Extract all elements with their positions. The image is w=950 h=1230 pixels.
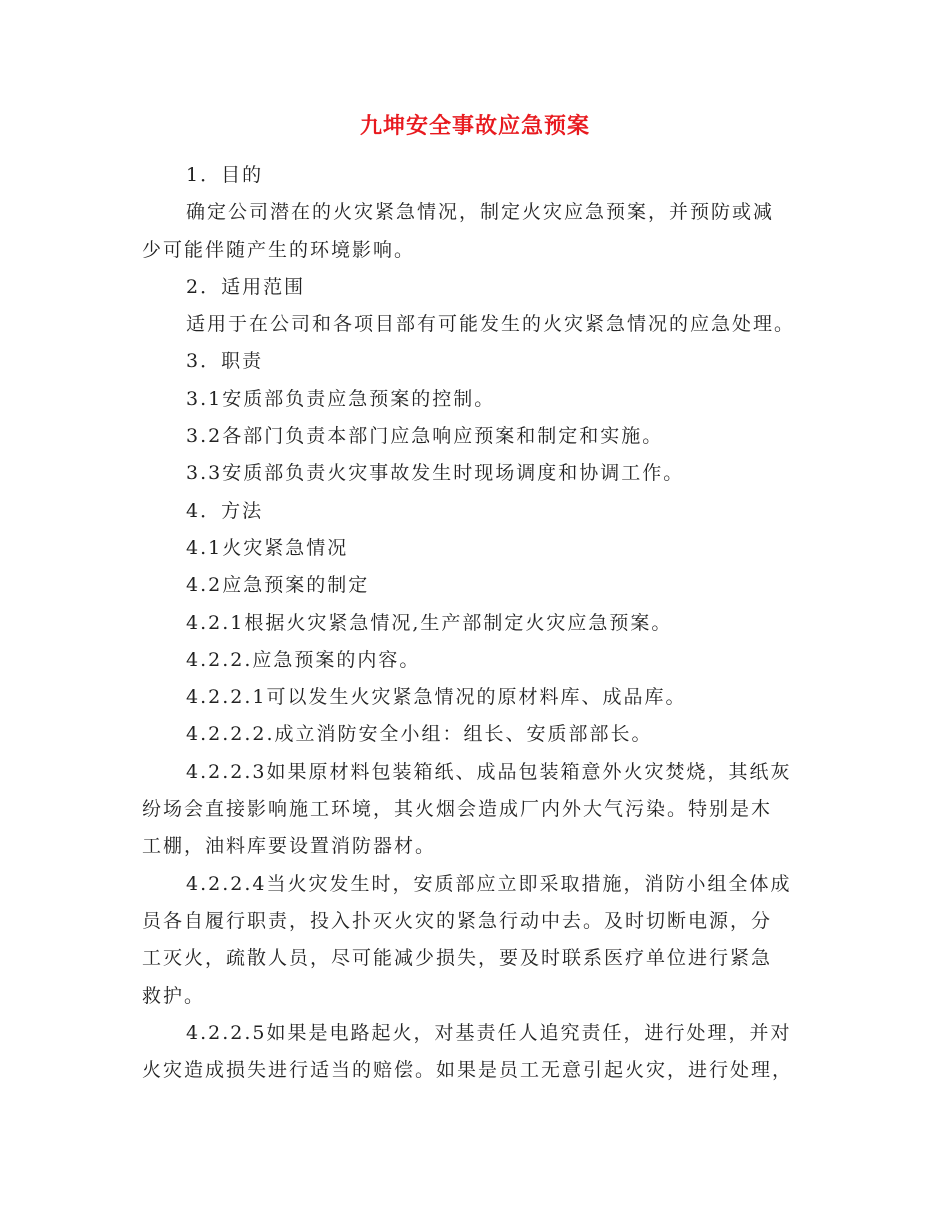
paragraph-purpose [142, 194, 810, 269]
paragraph-line: 4.2.2.3如果原材料包装箱纸、成品包装箱意外火灾焚烧，其纸灰 [186, 760, 792, 783]
paragraph-line: 救护。 [142, 984, 206, 1007]
paragraph-line: 4.2.2.4当火灾发生时，安质部应立即采取措施，消防小组全体成 [186, 872, 792, 895]
paragraph-4-2-2-5 [142, 1015, 810, 1090]
section-heading-purpose: 1．目的 [186, 164, 264, 186]
paragraph-line: 纷场会直接影响施工环境，其火烟会造成厂内外大气污染。特别是木 [142, 798, 773, 821]
list-item-method-4-2-2-2: 4.2.2.2.成立消防安全小组：组长、安质部部长。 [186, 723, 653, 746]
document-title: 九坤安全事故应急预案 [359, 114, 590, 139]
paragraph-4-2-2-3 [142, 754, 810, 866]
paragraph-line: 员各自履行职责，投入扑灭火灾的紧急行动中去。及时切断电源，分 [142, 909, 773, 932]
list-item-method-4-1: 4.1火灾紧急情况 [186, 536, 349, 559]
list-item-duty-3-1: 3.1安质部负责应急预案的控制。 [186, 387, 496, 410]
paragraph-line: 确定公司潜在的火灾紧急情况，制定火灾应急预案，并预防或减 [186, 201, 775, 224]
paragraph-line: 火灾造成损失进行适当的赔偿。如果是员工无意引起火灾，进行处理， [142, 1059, 794, 1082]
paragraph-line: 工棚，油料库要设置消防器材。 [142, 835, 437, 858]
section-heading-duties: 3．职责 [186, 350, 264, 373]
list-item-method-4-2-2-1: 4.2.2.1可以发生火灾紧急情况的原材料库、成品库。 [186, 686, 687, 709]
paragraph-line: 工灭火，疏散人员，尽可能减少损失，要及时联系医疗单位进行紧急 [142, 947, 773, 970]
list-item-duty-3-3: 3.3安质部负责火灾事故发生时现场调度和协调工作。 [186, 462, 685, 485]
paragraph-4-2-2-4 [142, 866, 810, 1015]
list-item-duty-3-2: 3.2各部门负责本部门应急响应预案和制定和实施。 [186, 425, 664, 448]
paragraph-scope: 适用于在公司和各项目部有可能发生的火灾紧急情况的应急处理。 [186, 313, 796, 336]
section-heading-scope: 2．适用范围 [186, 275, 306, 298]
document-body [142, 157, 810, 1089]
section-heading-method: 4．方法 [186, 499, 264, 522]
paragraph-line: 4.2.2.5如果是电路起火，对基责任人追究责任，进行处理，并对 [186, 1021, 792, 1044]
list-item-method-4-2: 4.2应急预案的制定 [186, 574, 370, 597]
list-item-method-4-2-2: 4.2.2.应急预案的内容。 [186, 648, 421, 671]
paragraph-line: 少可能伴随产生的环境影响。 [142, 238, 416, 261]
list-item-method-4-2-1: 4.2.1根据火灾紧急情况,生产部制定火灾应急预案。 [186, 611, 673, 634]
